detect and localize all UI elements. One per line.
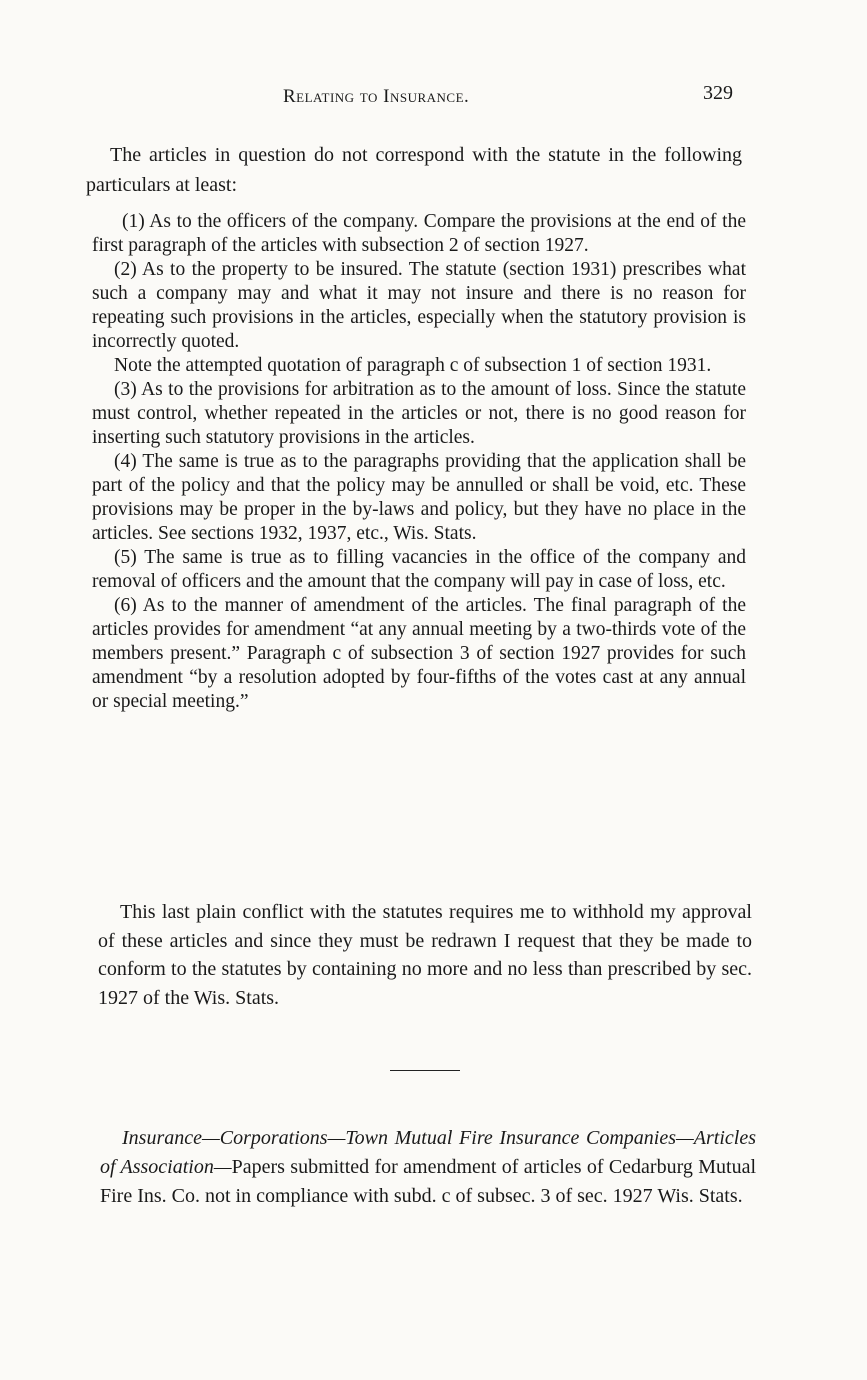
headnote-topic: Insurance—Corporations—Town Mutual Fire Insurance Companies—Articles of Association—	[100, 1127, 756, 1178]
conclusion-paragraph: This last plain conflict with the statutes requires me to withhold my approval of these articles and since they must be redrawn I request that they be made to conform to the statutes by containing no more and no less than prescribed by sec. 1927 of the Wis. Stats.	[98, 901, 752, 1009]
intro-paragraph: The articles in question do not correspond with the statute in the following particulars at least:	[86, 144, 742, 196]
headnote-text: Papers submitted for amendment of articles of Cedarburg Mutual Fire Ins. Co. not in compliance with subd. c of subsec. 3 of sec. 1927 Wis. Stats.	[100, 1156, 756, 1207]
headnote-paragraph	[100, 1124, 756, 1211]
section-divider	[390, 1070, 460, 1071]
list-item: (6) As to the manner of amendment of the articles. The final paragraph of the articles provides for amendment “at any annual meeting by a two-thirds vote of the members present.” Paragraph c of subsection 3 of section 1927 provides for such amendment “by a resolution adopted by four-fifths of the votes cast at any annual or special meeting.”	[92, 595, 746, 712]
list-item: (4) The same is true as to the paragraphs providing that the application shall be part of the policy and that the policy may be annulled or shall be void, etc. These provisions may be proper in the by-laws and policy, but they have no place in the articles. See sections 1932, 1937, etc., Wis. Stats.	[92, 451, 746, 544]
page-number: 329	[703, 82, 733, 104]
list-item: (5) The same is true as to filling vacancies in the office of the company and removal of officers and the amount that the company will pay in case of loss, etc.	[92, 547, 746, 592]
list-item: Note the attempted quotation of paragraph c of subsection 1 of section 1931.	[114, 355, 712, 376]
list-item: (3) As to the provisions for arbitration as to the amount of loss. Since the statute must control, whether repeated in the articles or not, there is no good reason for inserting such statutory provisions in the articles.	[92, 379, 746, 448]
running-head: Relating to Insurance.	[283, 86, 470, 107]
list-item: (2) As to the property to be insured. The statute (section 1931) prescribes what such a company may and what it may not insure and there is no reason for repeating such provisions in the articles, especially when the statutory provision is incorrectly quoted.	[92, 259, 746, 352]
particulars-list	[92, 210, 746, 714]
list-item: (1) As to the officers of the company. Compare the provisions at the end of the first paragraph of the articles with subsection 2 of section 1927.	[92, 211, 746, 256]
